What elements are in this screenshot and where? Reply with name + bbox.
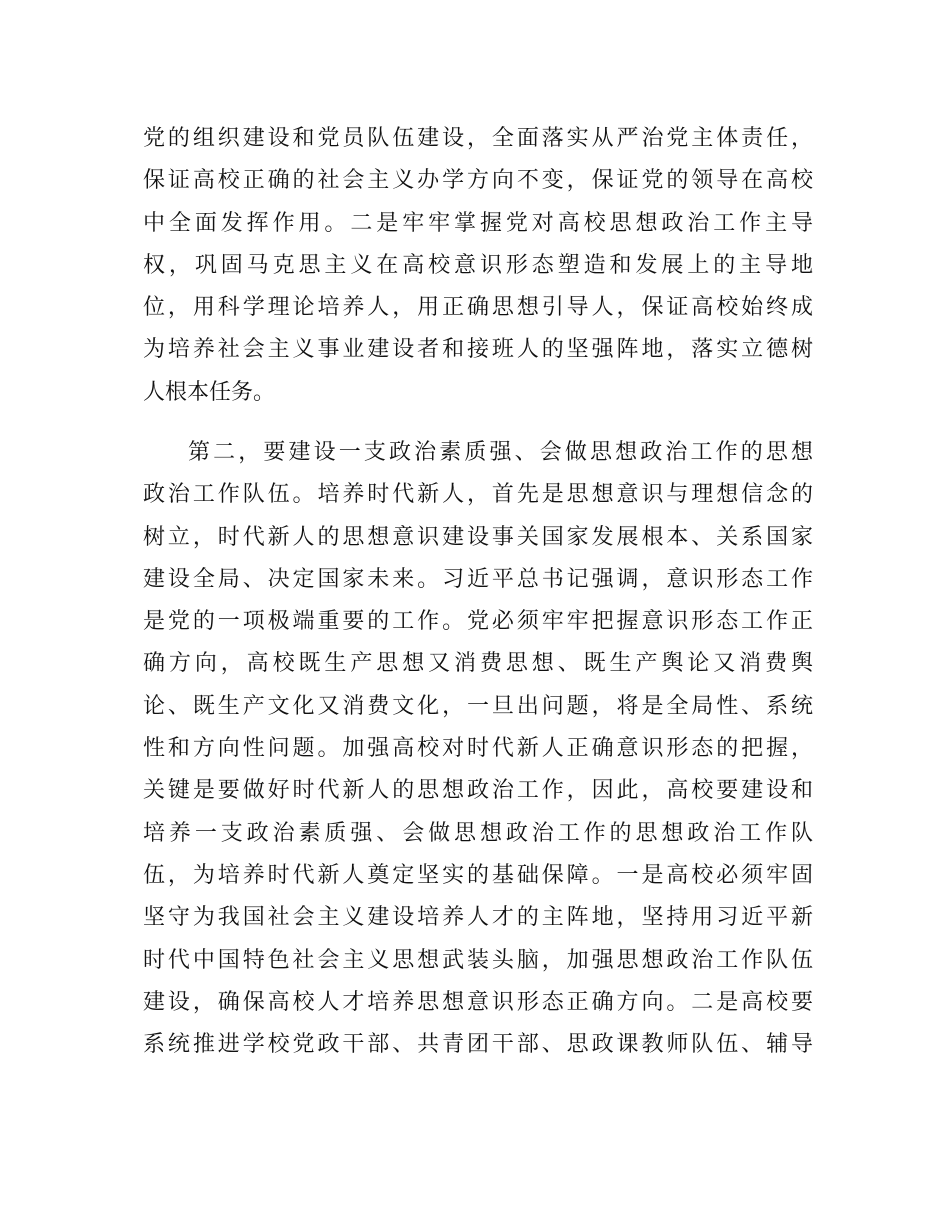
paragraph-line: 确方向，高校既生产思想又消费思想、既生产舆论又消费舆 xyxy=(143,651,813,677)
paragraph-line: 时代中国特色社会主义思想武装头脑，加强思想政治工作队伍 xyxy=(143,947,813,973)
paragraph-line: 中全面发挥作用。二是牢牢掌握党对高校思想政治工作主导 xyxy=(143,210,813,236)
paragraph-line: 伍，为培养时代新人奠定坚实的基础保障。一是高校必须牢固 xyxy=(143,862,813,888)
paragraph-2 xyxy=(143,432,813,1066)
paragraph-line: 论、既生产文化又消费文化，一旦出问题，将是全局性、系统 xyxy=(143,693,813,719)
paragraph-line: 建设，确保高校人才培养思想意识形态正确方向。二是高校要 xyxy=(143,989,813,1015)
paragraph-line: 树立，时代新人的思想意识建设事关国家发展根本、关系国家 xyxy=(143,524,813,550)
paragraph-line: 权，巩固马克思主义在高校意识形态塑造和发展上的主导地 xyxy=(143,252,813,278)
paragraph-line: 政治工作队伍。培养时代新人，首先是思想意识与理想信念的 xyxy=(143,482,813,508)
paragraph-line: 建设全局、决定国家未来。习近平总书记强调，意识形态工作 xyxy=(143,566,813,592)
paragraph-line: 党的组织建设和党员队伍建设，全面落实从严治党主体责任， xyxy=(143,126,813,151)
paragraph-line: 性和方向性问题。加强高校对时代新人正确意识形态的把握， xyxy=(143,736,813,762)
paragraph-line: 保证高校正确的社会主义办学方向不变，保证党的领导在高校 xyxy=(143,168,813,194)
paragraph-line: 第二，要建设一支政治素质强、会做思想政治工作的思想 xyxy=(188,440,813,465)
paragraph-line: 坚守为我国社会主义建设培养人才的主阵地，坚持用习近平新 xyxy=(143,905,813,931)
paragraph-1 xyxy=(143,118,813,414)
paragraph-line: 系统推进学校党政干部、共青团干部、思政课教师队伍、辅导 xyxy=(143,1032,813,1058)
paragraph-line: 为培养社会主义事业建设者和接班人的坚强阵地，落实立德树 xyxy=(143,337,813,363)
paragraph-line: 关键是要做好时代新人的思想政治工作，因此，高校要建设和 xyxy=(143,778,813,804)
paragraph-line: 人根本任务。 xyxy=(143,379,276,405)
paragraph-line: 是党的一项极端重要的工作。党必须牢牢把握意识形态工作正 xyxy=(143,609,813,635)
paragraph-line: 培养一支政治素质强、会做思想政治工作的思想政治工作队 xyxy=(143,820,813,846)
paragraph-line: 位，用科学理论培养人，用正确思想引导人，保证高校始终成 xyxy=(143,295,813,321)
